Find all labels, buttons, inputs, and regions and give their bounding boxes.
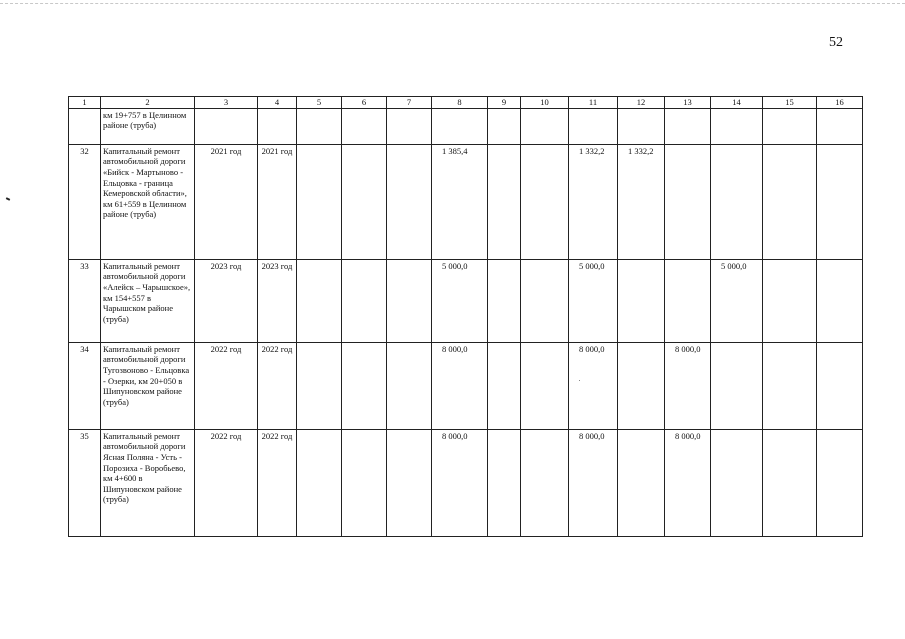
amount-value: 8 000,0 <box>675 430 701 441</box>
column-header: 5 <box>297 97 342 109</box>
cell <box>297 342 342 429</box>
cell <box>432 108 488 144</box>
cell <box>297 259 342 342</box>
row-number: 33 <box>69 259 101 342</box>
cell-amount <box>711 259 763 342</box>
cell <box>387 259 432 342</box>
cell <box>817 144 863 259</box>
cell <box>297 144 342 259</box>
amount-value: 8 000,0 <box>442 430 468 441</box>
cell-amount <box>432 429 488 536</box>
cell <box>488 342 521 429</box>
cell <box>297 429 342 536</box>
cell <box>387 108 432 144</box>
amount-value: 8 000,0 <box>442 343 468 354</box>
table-header-row <box>69 97 863 109</box>
table-row <box>69 429 863 536</box>
cell <box>711 144 763 259</box>
amount-value: 1 332,2 <box>628 145 654 156</box>
row-number: 32 <box>69 144 101 259</box>
cell <box>763 144 817 259</box>
amount-value: 1 385,4 <box>442 145 468 156</box>
cell <box>521 429 569 536</box>
cell <box>618 342 665 429</box>
amount-value: 5 000,0 <box>579 260 605 271</box>
cell <box>711 342 763 429</box>
cell <box>665 259 711 342</box>
cell-amount <box>618 144 665 259</box>
cell: 2022 год <box>258 429 297 536</box>
table-row <box>69 108 863 144</box>
column-header: 8 <box>432 97 488 109</box>
cell-amount <box>432 144 488 259</box>
cell <box>817 259 863 342</box>
amount-value: 8 000,0 <box>675 343 701 354</box>
cell <box>569 108 618 144</box>
cell <box>342 108 387 144</box>
cell <box>763 429 817 536</box>
budget-table <box>68 96 863 537</box>
cell <box>817 429 863 536</box>
project-name: Капитальный ремонт автомобильной дороги «Алейск – Чарышское», км 154+557 в Чарышском районе (труба) <box>101 259 195 342</box>
column-header: 6 <box>342 97 387 109</box>
cell <box>488 108 521 144</box>
column-header: 12 <box>618 97 665 109</box>
column-header: 16 <box>817 97 863 109</box>
cell <box>618 429 665 536</box>
cell <box>763 342 817 429</box>
cell: 2021 год <box>195 144 258 259</box>
project-name: км 19+757 в Целинном районе (труба) <box>101 108 195 144</box>
amount-value: 8 000,0 <box>579 430 605 441</box>
amount-value: 5 000,0 <box>721 260 747 271</box>
column-header: 15 <box>763 97 817 109</box>
row-number: 35 <box>69 429 101 536</box>
cell <box>817 342 863 429</box>
column-header: 1 <box>69 97 101 109</box>
cell-amount <box>432 342 488 429</box>
cell <box>521 342 569 429</box>
column-header: 10 <box>521 97 569 109</box>
project-name: Капитальный ремонт автомобильной дороги Ясная Поляна - Усть - Порозиха - Воробьево, км 4+600 в Шипуновском районе (труба) <box>101 429 195 536</box>
cell <box>763 108 817 144</box>
row-number <box>69 108 101 144</box>
row-number: 34 <box>69 342 101 429</box>
column-header: 9 <box>488 97 521 109</box>
cell-amount <box>569 144 618 259</box>
cell-amount <box>569 342 618 429</box>
cell <box>711 429 763 536</box>
cell <box>817 108 863 144</box>
cell: 2023 год <box>258 259 297 342</box>
cell <box>342 144 387 259</box>
cell: 2022 год <box>258 342 297 429</box>
cell <box>488 144 521 259</box>
cell <box>618 259 665 342</box>
cell <box>488 429 521 536</box>
amount-value: 8 000,0 <box>579 343 605 354</box>
cell <box>342 429 387 536</box>
cell <box>258 108 297 144</box>
cell <box>387 342 432 429</box>
cell <box>711 108 763 144</box>
cell-amount <box>569 429 618 536</box>
scan-speck <box>6 197 10 201</box>
table-row <box>69 259 863 342</box>
cell <box>342 259 387 342</box>
page-number: 52 <box>829 35 843 50</box>
column-header: 14 <box>711 97 763 109</box>
cell <box>618 108 665 144</box>
cell <box>387 429 432 536</box>
table-row <box>69 342 863 429</box>
amount-value: 5 000,0 <box>442 260 468 271</box>
cell: 2022 год <box>195 342 258 429</box>
column-header: 13 <box>665 97 711 109</box>
column-header: 7 <box>387 97 432 109</box>
cell-amount <box>432 259 488 342</box>
cell-amount <box>665 342 711 429</box>
cell-amount <box>569 259 618 342</box>
scan-edge-line <box>0 3 905 4</box>
cell: 2022 год <box>195 429 258 536</box>
cell <box>521 144 569 259</box>
cell: 2021 год <box>258 144 297 259</box>
column-header: 3 <box>195 97 258 109</box>
cell <box>665 144 711 259</box>
column-header: 11 <box>569 97 618 109</box>
cell <box>521 108 569 144</box>
cell <box>521 259 569 342</box>
cell <box>342 342 387 429</box>
project-name: Капитальный ремонт автомобильной дороги «Бийск - Мартыново - Ельцовка - граница Кемеровской области», км 61+559 в Целинном районе (труба) <box>101 144 195 259</box>
cell: 2023 год <box>195 259 258 342</box>
project-name: Капитальный ремонт автомобильной дороги Тугозвоново - Ельцовка - Озерки, км 20+050 в Шипуновском районе (труба) <box>101 342 195 429</box>
cell <box>763 259 817 342</box>
table-row <box>69 144 863 259</box>
cell <box>665 108 711 144</box>
cell <box>488 259 521 342</box>
cell-amount <box>665 429 711 536</box>
cell <box>195 108 258 144</box>
cell <box>297 108 342 144</box>
column-header: 4 <box>258 97 297 109</box>
amount-value: 1 332,2 <box>579 145 605 156</box>
column-header: 2 <box>101 97 195 109</box>
cell <box>387 144 432 259</box>
